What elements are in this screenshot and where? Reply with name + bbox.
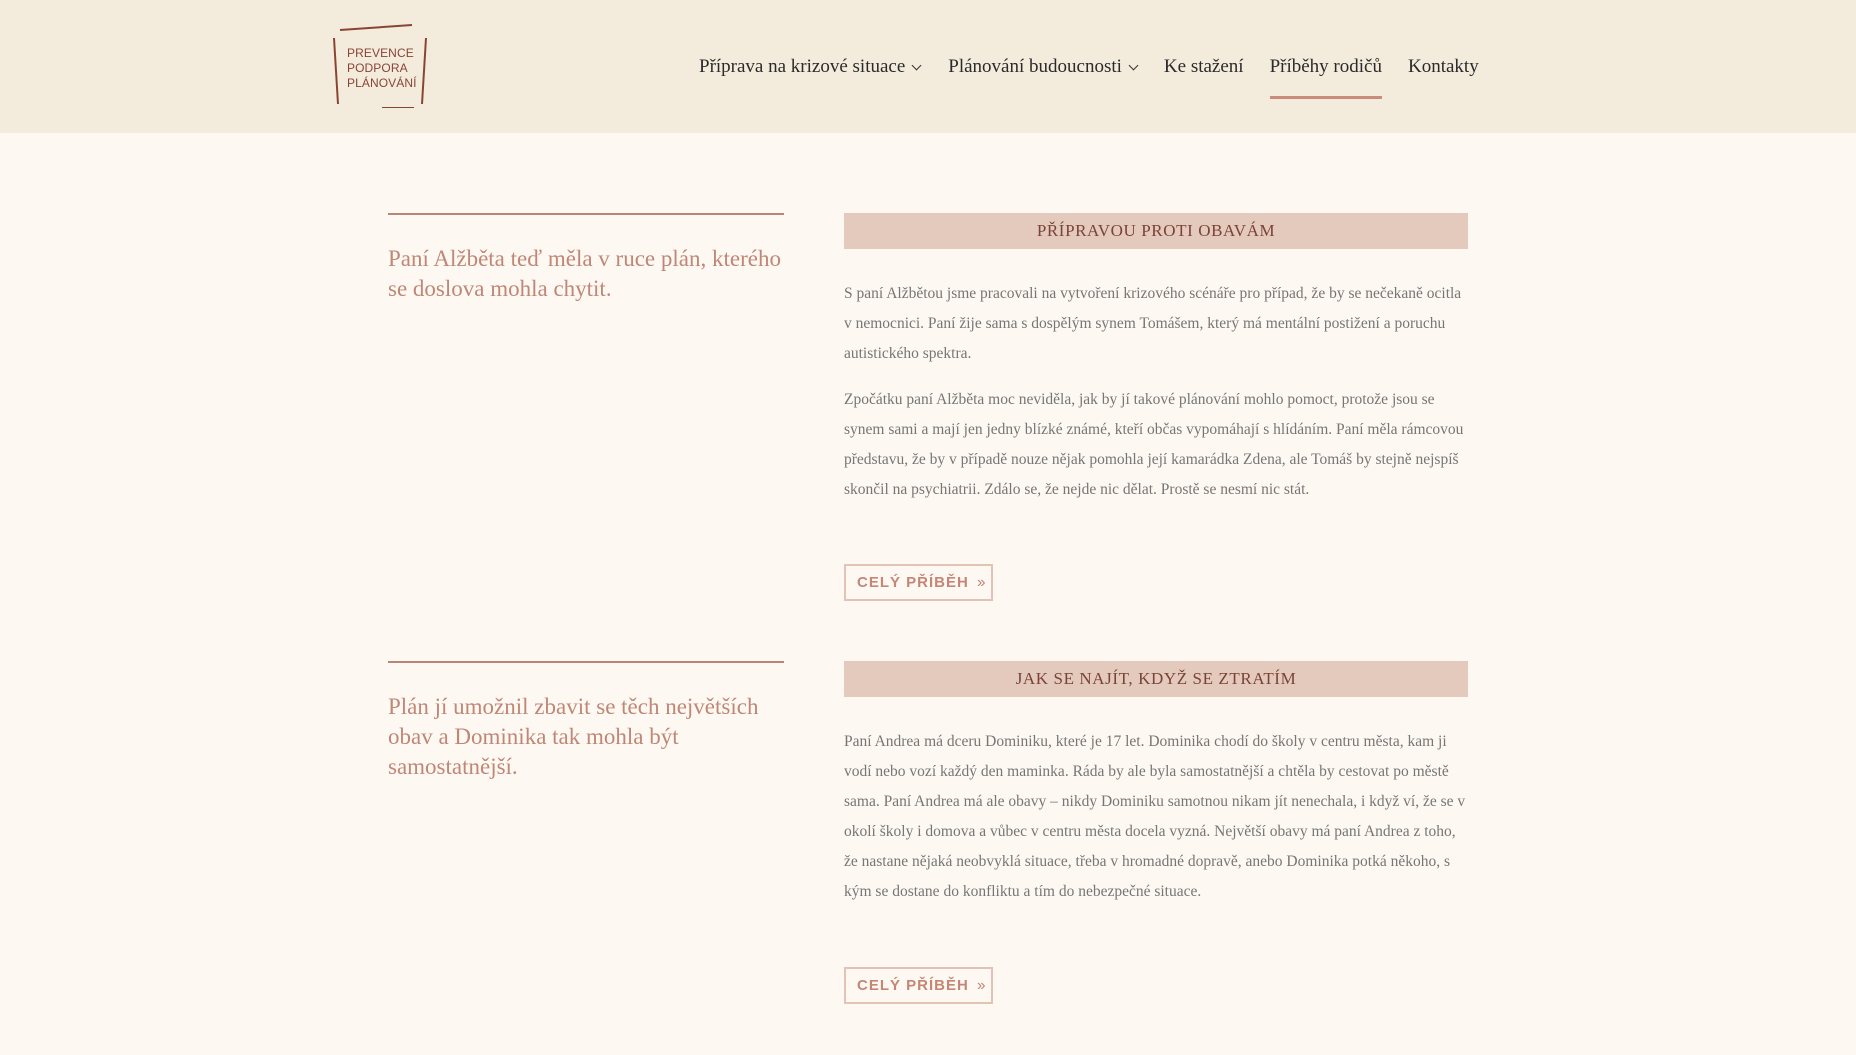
logo-line: PLÁNOVÁNÍ [347, 76, 417, 90]
main-nav [699, 52, 1479, 82]
quote-divider [388, 213, 784, 215]
nav-item-label: Kontakty [1407, 56, 1479, 77]
story-paragraph: S paní Alžbětou jsme pracovali na vytvoření krizového scénáře pro případ, že by se nečekaně ocitla v nemocnici. Paní žije sama s dospělým synem Tomášem, který má mentální postižení a poruchu autistického spektra. [844, 285, 1462, 362]
story-paragraph: Paní Andrea má dceru Dominiku, které je 17 let. Dominika chodí do školy v centru města, kam ji vodí nebo vozí každý den maminka. Ráda by ale byla samostatnější a chtěla by cestovat po městě sama. Paní Andrea má ale obavy – nikdy Dominiku samotnou nikam jít nenechala, i když ví, že se v okolí školy i domova a vůbec v centru města docela vyzná. Největší obavy má paní Andrea z toho, že nastane nějaká neobvyklá situace, třeba v hromadné dopravě, anebo Dominika potká někoho, s kým se dostane do konfliktu a tím do nebezpečné situace. [844, 733, 1466, 900]
quote-divider [388, 661, 784, 663]
site-header [0, 0, 1856, 133]
story-paragraph: Zpočátku paní Alžběta moc neviděla, jak by jí takové plánování mohlo pomoct, protože jsou se synem sami a mají jen jedny blízké známé, kteří občas vypomáhají s hlídáním. Paní měla rámcovou představu, že by v případě nouze nějak pomohla její kamarádka Zdena, ale Tomáš by stejně nejspíš skončil na psychiatrii. Zdálo se, že nejde nic dělat. Prostě se nesmí nic stát. [844, 391, 1464, 498]
button-label: CELÝ PŘÍBĚH [857, 977, 969, 994]
nav-item-kontakty[interactable] [1408, 56, 1479, 78]
double-chevron-right-icon: ›› [976, 976, 984, 994]
nav-item-pribehy-rodicu[interactable] [1270, 56, 1382, 78]
chevron-down-icon [912, 60, 922, 70]
story-title: JAK SE NAJÍT, KDYŽ SE ZTRATÍM [844, 661, 1468, 697]
double-chevron-right-icon: ›› [976, 573, 984, 591]
chevron-down-icon [1128, 60, 1138, 70]
logo-line: PODPORA [347, 61, 408, 75]
read-story-button[interactable] [844, 564, 993, 601]
story-quote: Plán jí umožnil zbavit se těch největších obav a Dominika tak mohla být samostatnější. [388, 694, 759, 779]
site-logo[interactable] [332, 24, 428, 108]
logo-text [347, 46, 417, 91]
nav-item-ke-stazeni[interactable] [1164, 56, 1244, 78]
nav-item-priprava[interactable] [699, 56, 920, 78]
button-label: CELÝ PŘÍBĚH [857, 574, 969, 591]
read-story-button[interactable] [844, 967, 993, 1004]
story-quote: Paní Alžběta teď měla v ruce plán, kterého se doslova mohla chytit. [388, 246, 781, 301]
nav-item-label: Příběhy rodičů [1269, 56, 1382, 77]
story-title: PŘÍPRAVOU PROTI OBAVÁM [844, 213, 1468, 249]
nav-item-label: Plánování budoucnosti [948, 56, 1122, 77]
nav-item-label: Příprava na krizové situace [699, 56, 906, 77]
nav-item-planovani[interactable] [948, 56, 1137, 78]
nav-item-label: Ke stažení [1163, 56, 1244, 77]
logo-line: PREVENCE [347, 46, 414, 60]
